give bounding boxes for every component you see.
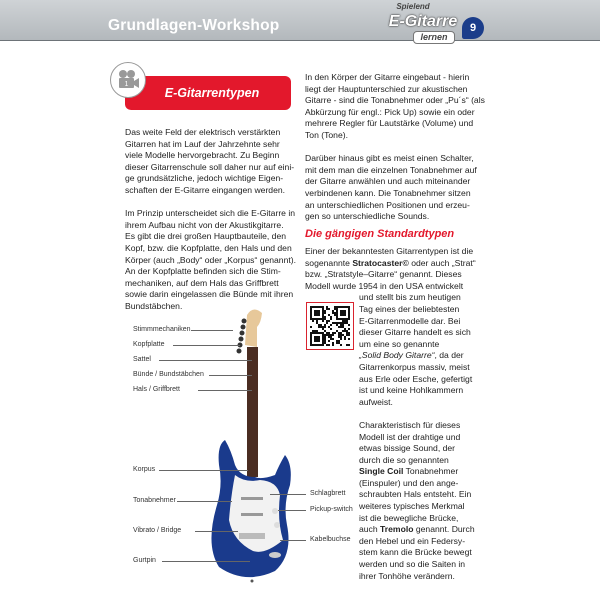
- text-line: ihrer Tonhöhe verändern.: [359, 570, 455, 581]
- paragraph: [305, 72, 485, 142]
- leader-line: [177, 501, 232, 502]
- part-label: Stimmmechaniken: [133, 326, 191, 333]
- text-line: um eine so genannte: [359, 338, 440, 349]
- part-label: Hals / Griffbrett: [133, 386, 180, 393]
- text-line: Single Coil Tonabnehmer: [359, 466, 459, 477]
- video-camera-icon[interactable]: [110, 62, 146, 98]
- text-line: Das weite Feld der elektrisch verstärkten: [125, 127, 281, 137]
- text-line: bzw. „Stratstyle–Gitarre“ genannt. Dieses: [305, 269, 462, 280]
- subheading: Die gängigen Standardtypen: [305, 228, 455, 240]
- chapter-banner: E-Gitarrentypen: [125, 76, 291, 110]
- text-line: Es gibt die drei großen Hauptbauteile, den: [125, 231, 286, 242]
- part-label: Schlagbrett: [310, 490, 346, 497]
- text-line: schaften der E-Gitarre eingangen werden.: [125, 184, 286, 195]
- logo-line-1: Spielend: [396, 2, 430, 11]
- page-header: [0, 0, 600, 41]
- text-line: ist und keine Hohlkammern: [359, 385, 464, 396]
- left-column: [125, 127, 296, 313]
- text-line: Gitarre - sind die Tonabnehmer oder „Pu´s“ (als: [305, 95, 485, 106]
- text-line: Gitarren hat im Lauf der Jahrzehnte sehr: [125, 138, 280, 149]
- text-line: „Solid Body Gitarre“, da der: [359, 350, 464, 361]
- text-line: mehrere Regler für Lautstärke (Volume) und: [305, 118, 474, 129]
- part-label: Tonabnehmer: [133, 497, 176, 504]
- text-line: sowie darin eingelassen die Bünde mit ihren: [125, 289, 294, 300]
- right-column-top: [305, 72, 485, 223]
- text-line: Modell wurde 1954 in den USA entwickelt: [305, 280, 464, 291]
- text-line: stem kann die Brücke bewegt: [359, 547, 472, 558]
- text-line: schraubten Hals entsteht. Ein: [359, 489, 472, 500]
- part-label: Bünde / Bundstäbchen: [133, 371, 204, 378]
- leader-line: [270, 494, 306, 495]
- text-line: den Hebel und ein Federsy-: [359, 535, 466, 546]
- text-line: werden und so die Saiten in: [359, 559, 466, 570]
- paragraph-stratocaster: [305, 246, 476, 582]
- text-line: Darüber hinaus gibt es meist einen Schalter,: [305, 153, 474, 164]
- leader-line: [198, 390, 252, 391]
- paragraph: [125, 127, 296, 197]
- paragraph: [305, 153, 485, 223]
- text-line: Charakteristisch für dieses: [359, 419, 461, 430]
- bold-term: Tremolo: [380, 524, 414, 535]
- leader-line: [173, 345, 240, 346]
- text-line: dieser Gitarrenschule soll daher nur auf eini-: [125, 161, 295, 172]
- text-line: auch Tremolo genannt. Durch: [359, 524, 475, 535]
- text-line: weiteres typisches Merkmal: [359, 501, 465, 512]
- text-line: liegt der Hauptunterschied zur akustischen: [305, 83, 468, 94]
- italic-term: „Solid Body Gitarre“: [359, 350, 435, 361]
- text-line: ge grundsätzliche, jedoch wichtige Eigen-: [125, 173, 284, 184]
- text-line: ist die bewegliche Brücke,: [359, 512, 459, 523]
- part-label: Vibrato / Bridge: [133, 527, 182, 534]
- text-line: An der Kopfplatte befinden sich die Stim-: [125, 266, 281, 277]
- leader-line: [278, 510, 306, 511]
- text-line: E-Gitarrenmodelle dar. Bei: [359, 315, 461, 326]
- text-line: dieser Gitarre handelt es sich: [359, 327, 471, 338]
- bold-term: Single Coil: [359, 466, 404, 477]
- text-line: Kopf, bzw. die Kopfplatte, den Hals und den: [125, 242, 292, 253]
- text-line: mit dem man die einzelnen Tonabnehmer auf: [305, 164, 477, 175]
- page-number: 9: [462, 17, 484, 39]
- text-line: Bundstäbchen.: [125, 300, 183, 311]
- text-line: Modell ist der drahtige und: [359, 431, 461, 442]
- text-line: Gitarrenkorpus massiv, meist: [359, 361, 470, 372]
- text-line: Ton (Tone).: [305, 129, 348, 140]
- text-line: aus Erle oder Esche, gefertigt: [359, 373, 473, 384]
- text-line: der Gitarre anwählen und auch miteinander: [305, 176, 471, 187]
- text-line: viele Modelle hervorgebracht. Zu Beginn: [125, 150, 280, 161]
- leader-line: [191, 330, 233, 331]
- leader-line: [162, 561, 250, 562]
- qr-code[interactable]: [306, 302, 354, 350]
- text-line: Im Prinzip unterscheidet sich die E-Gitarre in: [125, 208, 296, 219]
- leader-line: [209, 375, 252, 376]
- paragraph: [125, 208, 296, 312]
- text-line: gen so unterschiedliche Sounds.: [305, 211, 430, 222]
- part-label: Pickup-switch: [310, 506, 353, 513]
- text-line: aufweist.: [359, 396, 393, 407]
- text-line: ihrem Aufbau nicht von der Akustikgitarre.: [125, 219, 284, 230]
- text-line: Tag eines der beliebtesten: [359, 303, 460, 314]
- leader-line: [159, 360, 252, 361]
- text-line: durch die so genannten: [359, 454, 449, 465]
- logo-line-3: lernen: [413, 31, 455, 44]
- text-line: verbindenen kann. Die Tonabnehmer sitzen: [305, 187, 471, 198]
- leader-line: [280, 540, 306, 541]
- part-label: Sattel: [133, 356, 151, 363]
- bold-term: Stratocaster©: [352, 257, 409, 268]
- part-label: Korpus: [133, 466, 156, 473]
- part-label: Kabelbuchse: [310, 536, 351, 543]
- camera-number: 1: [124, 81, 129, 88]
- text-line: an unterschiedlichen Positionen und erzeu-: [305, 199, 470, 210]
- book-logo: [387, 2, 459, 48]
- text-line: etwas bissige Sound, der: [359, 443, 456, 454]
- text-line: Einer der bekanntesten Gitarrentypen ist die: [305, 246, 474, 256]
- text-line: In den Körper der Gitarre eingebaut - hierin: [305, 72, 470, 82]
- leader-line: [159, 470, 248, 471]
- guitar-image: [195, 305, 305, 585]
- part-label: Kopfplatte: [133, 341, 165, 348]
- text-line: (Einspuler) und den ange-: [359, 477, 459, 488]
- section-title: Grundlagen-Workshop: [108, 17, 280, 34]
- text-line: und stellt bis zum heutigen: [359, 292, 461, 303]
- text-line: Abkürzung für engl.: Pick Up) sowie ein oder: [305, 106, 475, 117]
- text-line: mechaniken, auf dem Hals das Griffbrett: [125, 277, 279, 288]
- part-label: Gurtpin: [133, 557, 156, 564]
- logo-line-2: E-Gitarre: [388, 13, 458, 30]
- leader-line: [195, 531, 238, 532]
- text-line: sogenannte Stratocaster© oder auch „Strat“: [305, 257, 476, 268]
- text-line: Körper (auch „Body“ oder „Korpus“ genannt).: [125, 254, 297, 265]
